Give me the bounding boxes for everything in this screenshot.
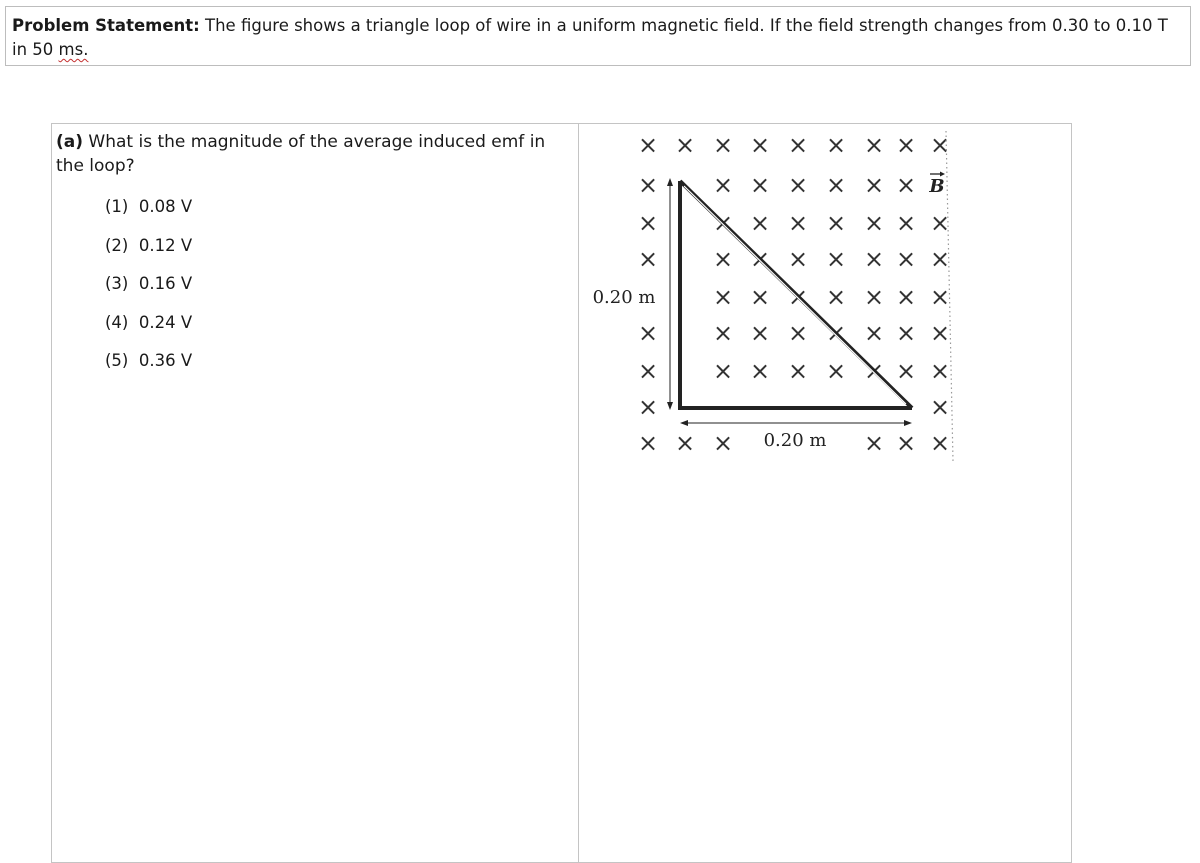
field-x-mark: × [749,357,771,385]
option-number: (1) [105,197,129,216]
field-x-mark: × [929,209,951,237]
field-x-mark: × [895,357,917,385]
field-x-mark: × [825,131,847,159]
field-x-mark: × [863,171,885,199]
field-x-mark: × [895,245,917,273]
field-x-mark: × [895,131,917,159]
field-x-mark: × [863,209,885,237]
field-x-mark: × [929,357,951,385]
option-value: 0.08 V [138,197,193,216]
field-x-mark: × [825,209,847,237]
field-x-mark: × [929,393,951,421]
option-3[interactable] [105,274,192,313]
field-x-mark: × [674,131,696,159]
field-x-mark: × [749,283,771,311]
field-x-mark: × [637,357,659,385]
field-x-mark: × [929,429,951,457]
answer-options [105,197,192,390]
option-2[interactable] [105,236,192,275]
option-number: (3) [105,274,129,293]
field-x-mark: × [895,171,917,199]
option-value: 0.12 V [138,235,193,255]
b-field-label: B [929,176,945,197]
field-x-mark: × [787,209,809,237]
field-x-mark: × [825,319,847,347]
field-x-mark: × [895,209,917,237]
option-number: (2) [105,235,129,255]
problem-text: The figure shows a triangle loop of wire in a uniform magnetic field. If the field strength changes from 0.30 to 0.10 T [205,16,1168,35]
question-a [56,130,576,178]
option-4[interactable] [105,313,192,352]
field-x-mark: × [863,245,885,273]
field-x-mark: × [637,429,659,457]
width-dimension [680,420,912,426]
field-x-mark: × [637,171,659,199]
field-x-mark: × [637,393,659,421]
field-x-mark: × [637,209,659,237]
field-x-mark: × [712,283,734,311]
field-x-mark: × [895,429,917,457]
field-x-mark: × [749,131,771,159]
field-x-mark: × [929,245,951,273]
option-value: 0.16 V [138,274,193,293]
field-x-mark: × [712,171,734,199]
triangle-loop-figure [585,126,975,471]
field-x-mark: × [825,357,847,385]
field-x-mark: × [863,357,885,385]
option-number: (5) [105,351,129,370]
option-1[interactable] [105,197,192,236]
field-x-mark: × [825,171,847,199]
field-x-mark: × [863,283,885,311]
field-x-mark: × [674,429,696,457]
field-x-mark: × [863,319,885,347]
field-x-mark: × [787,283,809,311]
field-x-mark: × [637,319,659,347]
option-value: 0.36 V [138,351,193,370]
field-x-mark: × [637,245,659,273]
field-x-mark: × [787,131,809,159]
field-x-mark: × [863,131,885,159]
height-label: 0.20 m [592,287,656,308]
field-x-mark: × [712,131,734,159]
problem-label: Problem Statement: [12,16,200,35]
spellcheck-word: ms. [58,40,89,59]
field-x-mark: × [787,319,809,347]
field-x-mark: × [749,209,771,237]
field-x-mark: × [825,245,847,273]
field-x-mark: × [787,357,809,385]
field-x-mark: × [895,283,917,311]
field-x-mark: × [749,171,771,199]
height-dimension [667,178,673,410]
field-x-mark: × [712,319,734,347]
problem-statement [5,6,1191,66]
table-divider [578,124,579,862]
field-x-mark: × [895,319,917,347]
question-text: What is the magnitude of the average induced emf in the loop? [56,132,546,176]
field-x-mark: × [787,245,809,273]
field-x-mark: × [929,131,951,159]
option-number: (4) [105,312,129,332]
field-x-mark: × [863,429,885,457]
width-label: 0.20 m [763,430,827,451]
field-x-mark: × [749,319,771,347]
field-x-mark: × [929,319,951,347]
option-value: 0.24 V [138,312,193,332]
field-x-mark: × [712,245,734,273]
field-x-mark: × [749,245,771,273]
field-x-mark: × [825,283,847,311]
field-x-mark: × [929,283,951,311]
question-label: (a) [56,132,84,152]
problem-text-line2: in 50 [12,40,59,59]
field-x-mark: × [712,429,734,457]
option-5[interactable] [105,351,192,390]
field-x-mark: × [712,209,734,237]
field-x-mark: × [787,171,809,199]
field-x-mark: × [637,131,659,159]
field-x-mark: × [712,357,734,385]
